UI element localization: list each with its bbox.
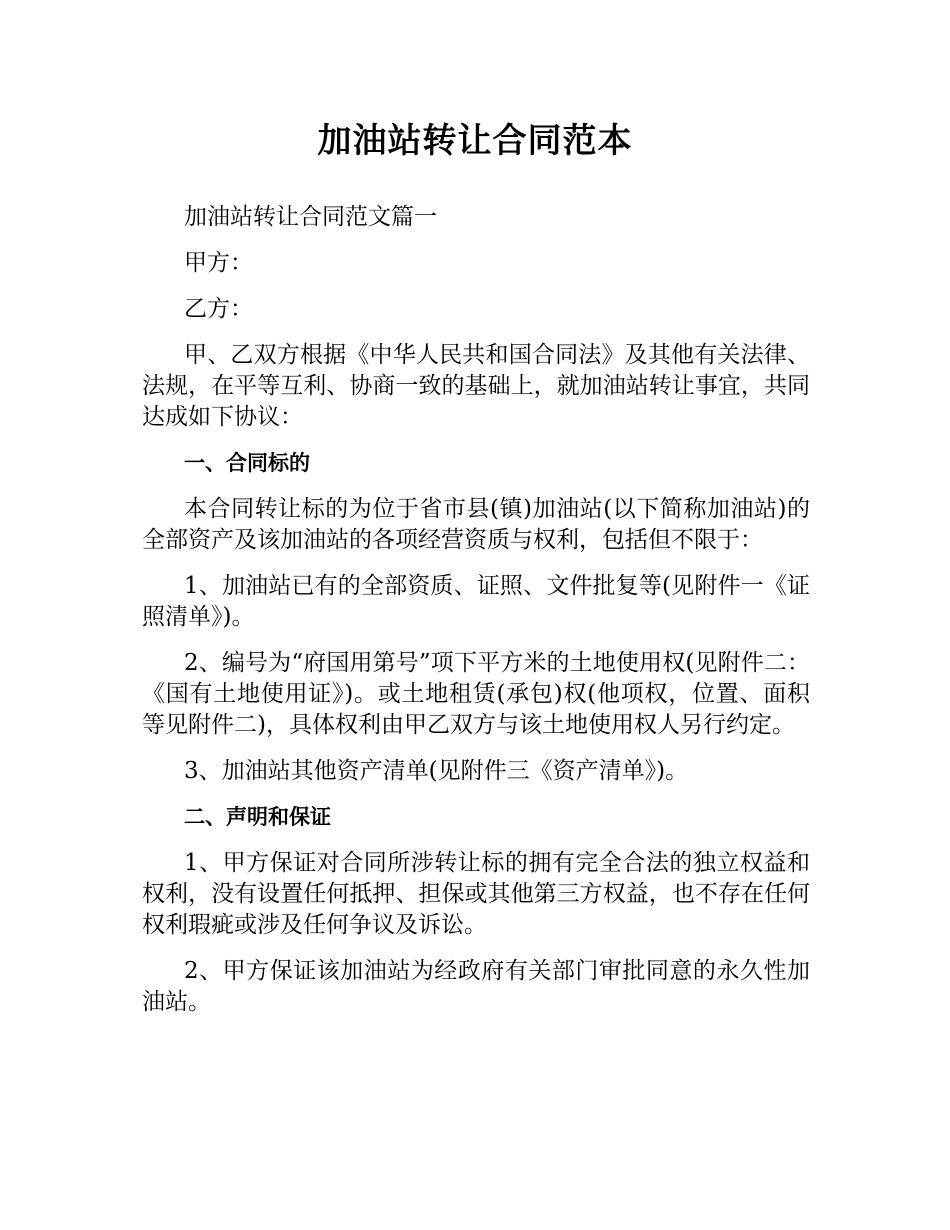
document-title: 加油站转让合同范本 (317, 121, 633, 161)
section-heading-1: 一、合同标的 (184, 451, 310, 475)
section-heading-2: 二、声明和保证 (184, 805, 331, 829)
section-2-item-2: 2、甲方保证该加油站为经政府有关部门审批同意的永久性加油站。 (142, 958, 810, 1015)
preamble-paragraph: 甲、乙双方根据《中华人民共和国合同法》及其他有关法律、法规，在平等互利、协商一致的基础上，就加油站转让事宜，共同达成如下协议： (142, 342, 810, 430)
document-body (142, 202, 810, 1033)
section-1-item-3: 3、加油站其他资产清单(见附件三《资产清单》)。 (184, 758, 689, 784)
section-1-paragraph: 本合同转让标的为位于省市县(镇)加油站(以下简称加油站)的全部资产及该加油站的各项经营资质与权利，包括但不限于： (142, 496, 810, 553)
section-1-item-1: 1、加油站已有的全部资质、证照、文件批复等(见附件一《证照清单》)。 (142, 573, 810, 630)
party-a-line: 甲方： (184, 250, 253, 276)
party-b-line: 乙方： (184, 296, 253, 322)
section-2-item-1: 1、甲方保证对合同所涉转让标的拥有完全合法的独立权益和权利，没有设置任何抵押、担保或其他第三方权益，也不存在任何权利瑕疵或涉及任何争议及诉讼。 (142, 850, 810, 938)
section-1-item-2: 2、编号为“府国用第号”项下平方米的土地使用权(见附件二：《国有土地使用证》)。或土地租赁(承包)权(他项权，位置、面积等见附件二)，具体权利由甲乙双方与该土地使用权人另行约定。 (142, 650, 810, 738)
subtitle-paragraph: 加油站转让合同范文篇一 (184, 204, 437, 230)
